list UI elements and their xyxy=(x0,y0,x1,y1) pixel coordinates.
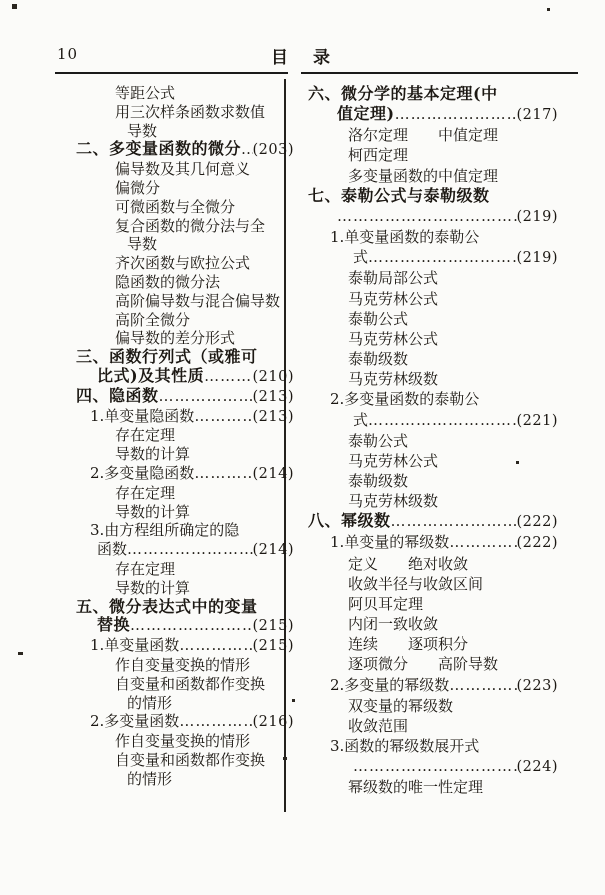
entry-text: 2.多变量的幂级数 xyxy=(330,675,450,694)
entry-text: 泰勒局部公式 xyxy=(348,269,439,288)
toc-entry xyxy=(348,491,558,511)
toc-entry xyxy=(337,104,558,125)
entry-page-number: (221) xyxy=(516,412,558,429)
entry-text: 幂级数的唯一性定理 xyxy=(348,778,484,797)
entry-page-number: (215) xyxy=(252,638,294,655)
toc-entry xyxy=(90,407,294,427)
toc-entry xyxy=(115,560,294,579)
toc-entry xyxy=(348,554,558,574)
entry-text: 连续 逐项积分 xyxy=(348,635,469,654)
entry-text: 1.单变量函数的泰勒公 xyxy=(330,228,480,247)
scan-speck xyxy=(12,4,17,9)
toc-entry xyxy=(127,235,294,254)
entry-text: 隐函数的微分法 xyxy=(115,272,221,291)
toc-entry xyxy=(330,227,558,247)
dot-leader xyxy=(368,247,516,267)
entry-text: 五、微分表达式中的变量 xyxy=(76,596,258,616)
entry-text: 七、泰勒公式与泰勒级数 xyxy=(308,185,490,205)
entry-text: 柯西定理 xyxy=(348,146,409,165)
entry-text: 偏微分 xyxy=(115,178,161,197)
toc-entry xyxy=(115,254,294,273)
entry-text: 泰勒公式 xyxy=(348,309,409,328)
entry-text: 作自变量变换的情形 xyxy=(115,732,251,751)
toc-entry xyxy=(127,122,294,141)
page-title: 目 录 xyxy=(271,48,334,68)
toc-entry xyxy=(115,292,294,311)
entry-text: 导数 xyxy=(127,121,158,140)
entry-text: 高阶偏导数与混合偏导数 xyxy=(115,291,281,310)
entry-text: 1.单变量隐函数 xyxy=(90,406,195,425)
entry-page-number: (219) xyxy=(516,250,558,267)
toc-entry xyxy=(348,696,558,716)
toc-entry xyxy=(330,675,558,696)
dot-leader xyxy=(449,532,516,552)
entry-text: 三、函数行列式（或雅可 xyxy=(76,347,258,367)
toc-entry xyxy=(348,166,558,186)
toc-entry xyxy=(115,103,294,122)
entry-text: 的情形 xyxy=(127,769,173,788)
entry-page-number: (203) xyxy=(252,142,294,159)
toc-entry xyxy=(90,521,294,540)
dot-leader xyxy=(130,616,252,635)
toc-entry xyxy=(348,431,558,451)
entry-text: 函数 xyxy=(97,540,128,559)
entry-page-number: (214) xyxy=(252,465,294,482)
entry-page-number: (224) xyxy=(516,759,558,776)
scan-speck xyxy=(516,461,519,464)
toc-entry xyxy=(353,247,558,268)
entry-page-number: (222) xyxy=(516,535,558,552)
entry-text: 八、幂级数 xyxy=(308,511,391,531)
entry-text: 马克劳林公式 xyxy=(348,289,439,308)
toc-entry xyxy=(76,387,294,407)
entry-text: 内闭一致收敛 xyxy=(348,615,439,634)
toc-entry xyxy=(97,540,294,560)
entry-text: 1.单变量的幂级数 xyxy=(330,533,450,552)
toc-entry xyxy=(348,145,558,165)
entry-text: 齐次函数与欧拉公式 xyxy=(115,254,251,273)
toc-entry xyxy=(348,309,558,329)
toc-entry xyxy=(337,206,558,227)
toc-entry xyxy=(348,777,558,797)
toc-entry xyxy=(76,348,294,367)
toc-entry xyxy=(348,268,558,288)
entry-page-number: (219) xyxy=(516,208,558,225)
toc-entry xyxy=(330,532,558,553)
toc-entry xyxy=(115,445,294,464)
toc-entry xyxy=(90,464,294,484)
toc-entry xyxy=(348,289,558,309)
toc-entry xyxy=(115,656,294,675)
entry-text: 1.单变量函数 xyxy=(90,636,180,655)
entry-text: 作自变量变换的情形 xyxy=(115,655,251,674)
entry-page-number: (214) xyxy=(252,542,294,559)
entry-text: 多变量函数的中值定理 xyxy=(348,166,499,185)
toc-entry xyxy=(348,634,558,654)
toc-entry xyxy=(127,694,294,713)
scan-speck xyxy=(547,8,550,11)
toc-entry xyxy=(348,451,558,471)
entry-text: 存在定理 xyxy=(115,559,176,578)
toc-entry xyxy=(76,140,294,160)
dot-leader xyxy=(241,140,252,159)
scan-speck xyxy=(292,699,295,702)
toc-entry xyxy=(348,574,558,594)
entry-text: 导数 xyxy=(127,235,158,254)
toc-entry xyxy=(348,369,558,389)
dot-leader xyxy=(353,756,517,776)
entry-text: 存在定理 xyxy=(115,483,176,502)
toc-entry xyxy=(348,594,558,614)
toc-entry xyxy=(90,636,294,656)
entry-text: 式 xyxy=(353,410,369,429)
entry-text: 值定理) xyxy=(337,104,395,124)
entry-text: 偏导数及其几何意义 xyxy=(115,160,251,179)
entry-page-number: (217) xyxy=(516,107,558,124)
toc-entry xyxy=(115,751,294,770)
entry-text: 可微函数与全微分 xyxy=(115,197,236,216)
entry-text: 马克劳林公式 xyxy=(348,329,439,348)
entry-page-number: (222) xyxy=(516,514,558,531)
entry-text: 四、隐函数 xyxy=(76,385,159,405)
dot-leader xyxy=(127,540,252,559)
entry-text: 马克劳林公式 xyxy=(348,451,439,470)
entry-text: 马克劳林级数 xyxy=(348,492,439,511)
dot-leader xyxy=(368,410,516,430)
toc-entry xyxy=(115,329,294,348)
toc-entry xyxy=(76,598,294,617)
entry-text: 六、微分学的基本定理(中 xyxy=(308,84,498,103)
toc-entry xyxy=(115,675,294,694)
toc-entry xyxy=(97,367,294,387)
entry-text: 定义 绝对收敛 xyxy=(348,554,469,573)
dot-leader xyxy=(337,206,517,226)
toc-entry xyxy=(348,716,558,736)
entry-text: 比式)及其性质 xyxy=(97,365,205,385)
toc-column-left xyxy=(76,84,294,788)
entry-page-number: (216) xyxy=(252,714,294,731)
entry-text: 导数的计算 xyxy=(115,578,191,597)
entry-text: 二、多变量函数的微分 xyxy=(76,139,242,159)
toc-entry xyxy=(115,484,294,503)
entry-text: 用三次样条函数求数值 xyxy=(115,102,266,121)
page-number: 10 xyxy=(57,45,79,63)
entry-page-number: (210) xyxy=(252,368,294,385)
toc-entry xyxy=(127,770,294,789)
entry-text: 高阶全微分 xyxy=(115,310,191,329)
entry-text: 逐项微分 高阶导数 xyxy=(348,655,499,674)
entry-page-number: (215) xyxy=(252,618,294,635)
toc-entry xyxy=(115,579,294,598)
entry-text: 泰勒级数 xyxy=(348,471,409,490)
toc-entry xyxy=(308,511,558,532)
dot-leader xyxy=(204,367,252,386)
toc-entry xyxy=(330,389,558,409)
toc-entry xyxy=(308,186,558,206)
scan-speck xyxy=(18,652,23,655)
header-rule-left xyxy=(55,72,288,74)
toc-entry xyxy=(115,217,294,236)
entry-text: 2.多变量函数的泰勒公 xyxy=(330,390,480,409)
toc-entry xyxy=(115,732,294,751)
dot-leader xyxy=(395,104,517,124)
entry-text: 导数的计算 xyxy=(115,445,191,464)
toc-entry xyxy=(115,426,294,445)
toc-entry xyxy=(348,654,558,674)
entry-page-number: (213) xyxy=(252,388,294,405)
toc-entry xyxy=(115,311,294,330)
header-rule-right xyxy=(301,72,578,74)
toc-entry xyxy=(348,349,558,369)
toc-entry xyxy=(115,198,294,217)
entry-page-number: (213) xyxy=(252,408,294,425)
toc-entry xyxy=(115,84,294,103)
scan-speck xyxy=(283,757,287,760)
toc-entry xyxy=(348,471,558,491)
toc-entry xyxy=(348,125,558,145)
entry-text: 替换 xyxy=(97,615,131,635)
dot-leader xyxy=(194,464,252,483)
entry-text: 自变量和函数都作变换 xyxy=(115,674,266,693)
entry-text: 马克劳林级数 xyxy=(348,370,439,389)
entry-text: 复合函数的微分法与全 xyxy=(115,216,266,235)
entry-text: 3.函数的幂级数展开式 xyxy=(330,737,480,755)
entry-page-number: (223) xyxy=(516,677,558,694)
dot-leader xyxy=(159,387,253,406)
dot-leader xyxy=(391,511,517,531)
toc-entry xyxy=(97,616,294,636)
entry-text: 存在定理 xyxy=(115,426,176,445)
entry-text: 导数的计算 xyxy=(115,502,191,521)
toc-entry xyxy=(353,410,558,431)
dot-leader xyxy=(449,675,516,695)
entry-text: 2.多变量函数 xyxy=(90,712,180,731)
toc-entry xyxy=(330,736,558,756)
entry-text: 偏导数的差分形式 xyxy=(115,329,236,348)
toc-entry xyxy=(115,179,294,198)
toc-column-right xyxy=(308,84,558,797)
entry-text: 的情形 xyxy=(127,693,173,712)
entry-text: 收敛范围 xyxy=(348,716,409,735)
toc-entry xyxy=(348,614,558,634)
entry-text: 式 xyxy=(353,248,369,267)
entry-text: 泰勒级数 xyxy=(348,350,409,369)
dot-leader xyxy=(179,636,252,655)
entry-text: 双变量的幂级数 xyxy=(348,696,454,715)
toc-entry xyxy=(90,712,294,732)
entry-text: 2.多变量隐函数 xyxy=(90,463,195,482)
entry-text: 等距公式 xyxy=(115,84,176,102)
dot-leader xyxy=(194,407,252,426)
toc-entry xyxy=(115,273,294,292)
toc-entry xyxy=(115,503,294,522)
entry-text: 泰勒公式 xyxy=(348,431,409,450)
dot-leader xyxy=(179,712,252,731)
entry-text: 洛尔定理 中值定理 xyxy=(348,126,499,145)
toc-entry xyxy=(348,329,558,349)
toc-entry xyxy=(308,84,558,104)
entry-text: 自变量和函数都作变换 xyxy=(115,750,266,769)
entry-text: 收敛半径与收敛区间 xyxy=(348,574,484,593)
toc-entry xyxy=(353,756,558,777)
entry-text: 阿贝耳定理 xyxy=(348,594,424,613)
toc-entry xyxy=(115,160,294,179)
entry-text: 3.由方程组所确定的隐 xyxy=(90,521,240,540)
